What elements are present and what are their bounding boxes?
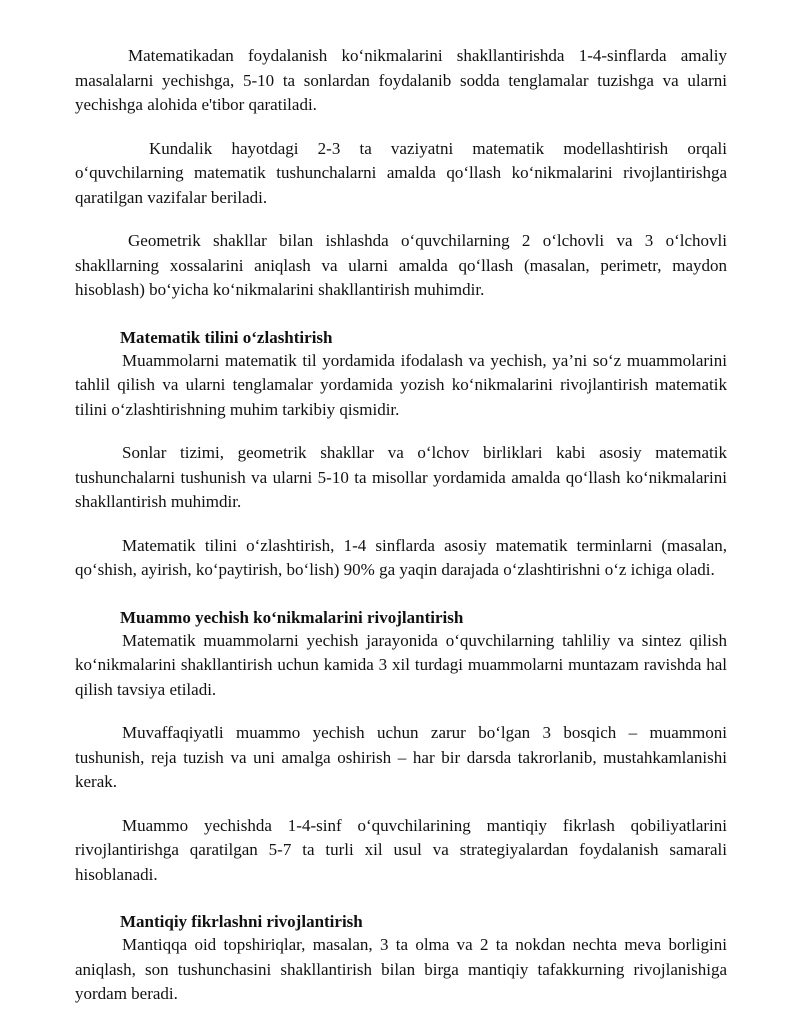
paragraph-problem-solving-3: Muammo yechishda 1-4-sinf o‘quvchilarining mantiqiy fikrlash qobiliyatlarini rivojlantirishga qaratilgan 5-7 ta turli xil usul va strategiyalardan foydalanish samarali hisoblanadi. xyxy=(75,815,727,884)
paragraph-problem-solving-2: Muvaffaqiyatli muammo yechish uchun zarur bo‘lgan 3 bosqich – muammoni tushunish, reja tuzish va uni amalga oshirish – har bir darsda takrorlanib, mustahkamlanishi kerak. xyxy=(75,723,727,791)
section-heading-problem-solving: Muammo yechish ko‘nikmalarini rivojlantirish xyxy=(120,607,464,627)
paragraph-math-language-2: Sonlar tizimi, geometrik shakllar va o‘lchov birliklari kabi asosiy matematik tushunchalarni tushunish va ularni 5-10 ta misollar yordamida amalda qo‘llash ko‘nikmalarini shakllantirish muhimdir. xyxy=(75,443,727,511)
paragraph-geometric-shapes: Geometrik shakllar bilan ishlashda o‘quvchilarning 2 o‘lchovli va 3 o‘lchovli shakllarning xossalarini aniqlash va ularni amalda qo‘llash (masalan, perimetr, maydon hisoblash) bo‘yicha ko‘nikmalarini shakllantirish muhimdir. xyxy=(75,231,727,299)
paragraph-applied-math: Matematikadan foydalanish ko‘nikmalarini shakllantirishda 1-4-sinflarda amaliy masalalarni yechishga, 5-10 ta sonlardan foydalanib sodda tenglamalar tuzishga va ularni yechishga alohida e'tibor qaratiladi. xyxy=(75,46,727,114)
paragraph-problem-solving-1: Matematik muammolarni yechish jarayonida o‘quvchilarning tahliliy va sintez qilish ko‘nikmalarini shakllantirish uchun kamida 3 xil turdagi muammolarni muntazam ravishda hal qilish tavsiya etiladi. xyxy=(75,630,727,699)
paragraph-logical-thinking-1: Mantiqqa oid topshiriqlar, masalan, 3 ta olma va 2 ta nokdan nechta meva borligini aniqlash, son tushunchasini shakllantirish bilan birga mantiqiy tafakkurning rivojlanishiga yordam beradi. xyxy=(75,935,727,1003)
section-heading-logical-thinking: Mantiqiy fikrlashni rivojlantirish xyxy=(120,912,363,931)
paragraph-math-language-1: Muammolarni matematik til yordamida ifodalash va yechish, ya’ni so‘z muammolarini tahlil qilish va ularni tenglamalar yordamida yozish ko‘nikmalarini rivojlantirish matematik tilini o‘zlashtirishning muhim tarkibiy qismidir. xyxy=(75,350,727,419)
paragraph-math-language-3: Matematik tilini o‘zlashtirish, 1-4 sinflarda asosiy matematik terminlarni (masalan, qo‘shish, ayirish, ko‘paytirish, bo‘lish) 90% ga yaqin darajada o‘zlashtirishni o‘z ichiga oladi. xyxy=(75,535,727,579)
section-heading-math-language: Matematik tilini o‘zlashtirish xyxy=(120,327,333,347)
paragraph-daily-modeling: Kundalik hayotdagi 2-3 ta vaziyatni matematik modellashtirish orqali o‘quvchilarning matematik tushunchalarni amalda qo‘llash ko‘nikmalarini rivojlantirishga qaratilgan vazifalar beriladi. xyxy=(75,138,727,207)
